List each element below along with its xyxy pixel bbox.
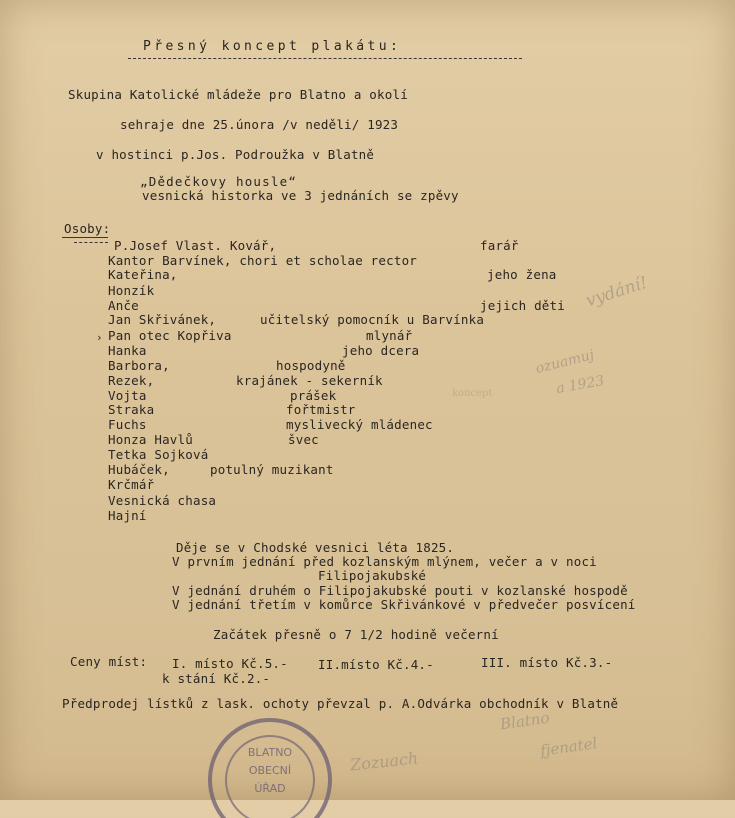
cast-role: jeho žena <box>487 267 557 282</box>
signature: fjenatel <box>539 734 599 760</box>
cast-name: Anče <box>108 298 139 313</box>
cast-role: jeho dcera <box>342 343 420 358</box>
cast-name: Vojta <box>108 388 147 403</box>
act-line: V jednání třetím v komůrce Skřivánkové v předvečer posvícení <box>172 597 636 612</box>
cast-name: Hubáček, <box>108 462 170 477</box>
signature: Blatno <box>498 708 551 734</box>
cast-role: fořtmistr <box>286 402 356 417</box>
cast-heading-dash <box>74 242 108 243</box>
cast-role: učitelský pomocník u Barvínka <box>260 312 485 327</box>
pencil-note: vydání! <box>583 272 650 312</box>
play-subtitle: vesnická historka ve 3 jednáních se zpěvy <box>142 188 459 203</box>
cast-name: Fuchs <box>108 417 147 432</box>
cast-role: hospodyně <box>276 358 346 373</box>
stamp-text: ÚŘAD <box>254 782 286 795</box>
price-first: I. místo Kč.5.- <box>172 656 288 671</box>
cast-role: potulný muzikant <box>210 462 334 477</box>
document-title: Přesný koncept plakátu: <box>143 39 402 54</box>
price-standing: k stání Kč.2.- <box>162 671 271 686</box>
venue-line: v hostinci p.Jos. Podroužka v Blatně <box>96 147 375 162</box>
cast-name: Honza Havlů <box>108 432 193 447</box>
cast-name: Hanka <box>108 343 147 358</box>
group-line: Skupina Katolické mládeže pro Blatno a okolí <box>68 87 408 102</box>
cast-name: Vesnická chasa <box>108 493 217 508</box>
act-line: Filipojakubské <box>318 568 427 583</box>
cast-name: P.Josef Vlast. Kovář, <box>114 238 277 253</box>
prices-label: Ceny míst: <box>70 654 148 669</box>
cast-name: Kateřina, <box>108 267 178 282</box>
cast-heading-underline <box>62 237 108 238</box>
cast-name: Honzík <box>108 283 155 298</box>
faint-stamp-text: koncept <box>452 388 493 399</box>
setting-line: Děje se v Chodské vesnici léta 1825. <box>176 540 455 555</box>
cast-name: Jan Skřivánek, <box>108 312 217 327</box>
cast-role: mlynář <box>366 328 413 343</box>
stamp-text: BLATNO <box>247 746 293 759</box>
cast-name: Hajní <box>108 508 147 523</box>
pencil-note: ozuamuj <box>533 347 596 377</box>
cast-role: myslivecký mládenec <box>286 417 433 432</box>
cast-name: Tetka Sojková <box>108 447 209 462</box>
price-third: III. místo Kč.3.- <box>481 655 613 670</box>
pencil-note: a 1923 <box>554 372 606 398</box>
cast-name: Rezek, <box>108 373 155 388</box>
start-time: Začátek přesně o 7 1/2 hodině večerní <box>213 627 499 642</box>
cast-role: jejich děti <box>480 298 565 313</box>
signature-scribble: Zozuach <box>349 748 420 775</box>
cast-name: Krčmář <box>108 477 155 492</box>
cast-role: farář <box>480 238 519 253</box>
title-underline <box>128 58 522 59</box>
cast-name: Barbora, <box>108 358 170 373</box>
cast-role: prášek <box>290 388 337 403</box>
cast-name: Straka <box>108 402 155 417</box>
cast-name: Kantor Barvínek, chori et scholae rector <box>108 253 418 268</box>
presale-line: Předprodej lístků z lask. ochoty převzal p. A.Odvárka obchodník v Blatně <box>62 696 619 711</box>
official-stamp <box>198 708 348 818</box>
act-line: V jednání druhém o Filipojakubské pouti v kozlanské hospodě <box>172 583 628 598</box>
cast-role: krajánek - sekerník <box>236 373 383 388</box>
stamp-text: OBECNÍ <box>248 764 292 777</box>
cast-role: švec <box>288 432 319 447</box>
cast-name: Pan otec Kopřiva <box>108 328 232 343</box>
performance-date: sehraje dne 25.února /v neděli/ 1923 <box>120 117 399 132</box>
cast-heading: Osoby: <box>64 221 111 236</box>
margin-mark: › <box>96 331 103 344</box>
act-line: V prvním jednání před kozlanským mlýnem, večer a v noci <box>172 554 597 569</box>
play-title: „Dědečkovy housle“ <box>140 174 298 189</box>
price-second: II.místo Kč.4.- <box>318 657 434 672</box>
